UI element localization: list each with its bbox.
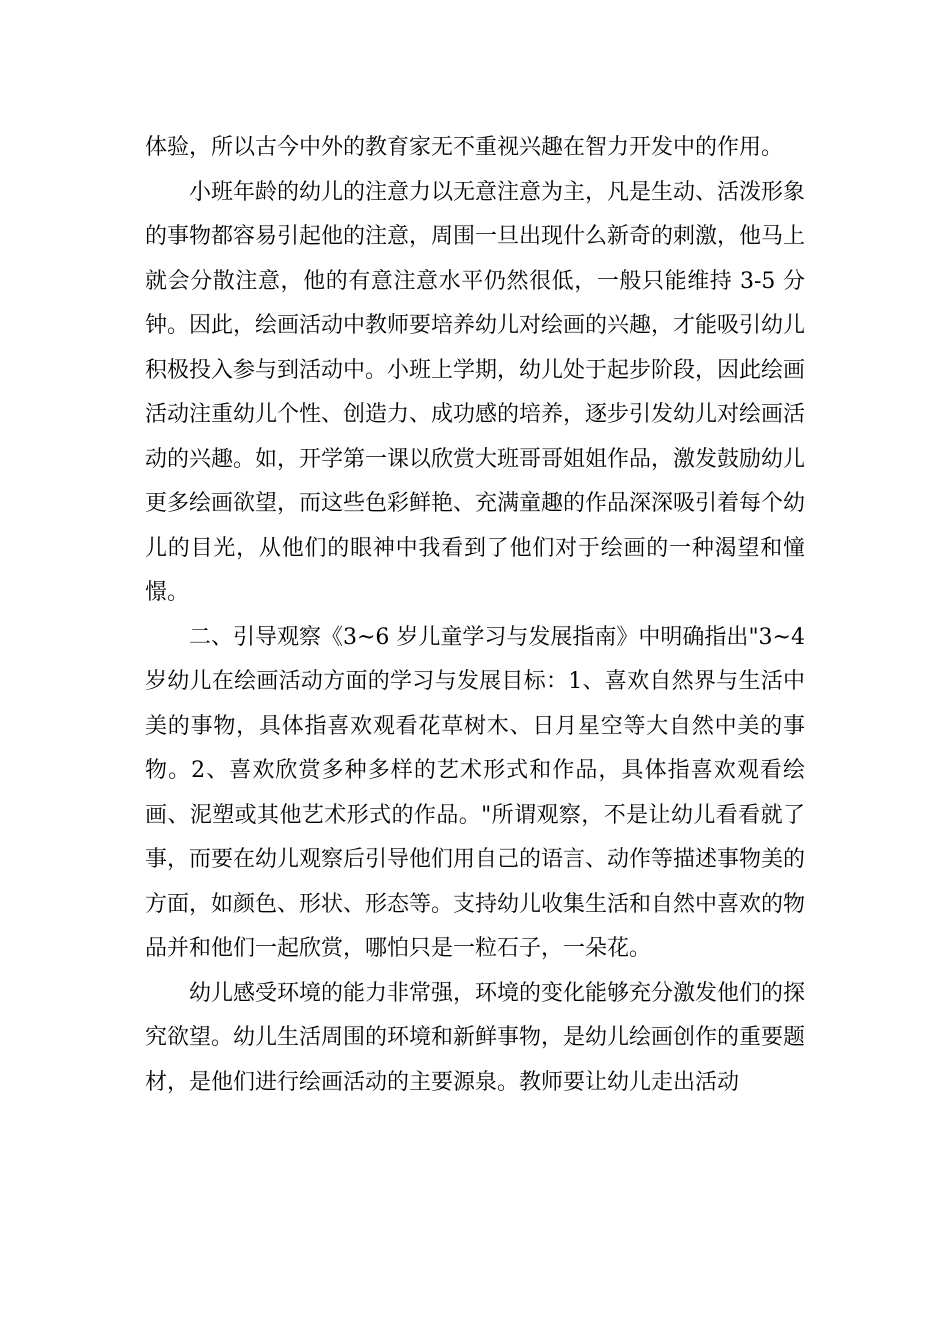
paragraph-4: 幼儿感受环境的能力非常强，环境的变化能够充分激发他们的探究欲望。幼儿生活周围的环境和新鲜事物，是幼儿绘画创作的重要题材，是他们进行绘画活动的主要源泉。教师要让幼儿走出活动 (145, 980, 806, 1095)
paragraph-2: 小班年龄的幼儿的注意力以无意注意为主，凡是生动、活泼形象的事物都容易引起他的注意，周围一旦出现什么新奇的刺激，他马上就会分散注意，他的有意注意水平仍然很低，一般只能维持 3-5 分钟。因此，绘画活动中教师要培养幼儿对绘画的兴趣，才能吸引幼儿积极投入参与到活动中。小班上学期，幼儿处于起步阶段，因此绘画活动注重幼儿个性、创造力、成功感的培养，逐步引发幼儿对绘画活动的兴趣。如，开学第一课以欣赏大班哥哥姐姐作品，激发鼓励幼儿更多绘画欲望，而这些色彩鲜艳、充满童趣的作品深深吸引着每个幼儿的目光，从他们的眼神中我看到了他们对于绘画的一种渴望和憧憬。 (145, 179, 806, 605)
document-page (145, 126, 805, 1105)
paragraph-1: 体验，所以古今中外的教育家无不重视兴趣在智力开发中的作用。 (145, 135, 784, 160)
paragraph-3: 二、引导观察《3~6 岁儿童学习与发展指南》中明确指出"3~4 岁幼儿在绘画活动方面的学习与发展目标：1、喜欢自然界与生活中美的事物，具体指喜欢观看花草树木、日月星空等大自然中美的事物。2、喜欢欣赏多种多样的艺术形式和作品，具体指喜欢观看绘画、泥塑或其他艺术形式的作品。"所谓观察，不是让幼儿看看就了事，而要在幼儿观察后引导他们用自己的语言、动作等描述事物美的方面，如颜色、形状、形态等。支持幼儿收集生活和自然中喜欢的物品并和他们一起欣赏，哪怕只是一粒石子，一朵花。 (145, 624, 806, 961)
